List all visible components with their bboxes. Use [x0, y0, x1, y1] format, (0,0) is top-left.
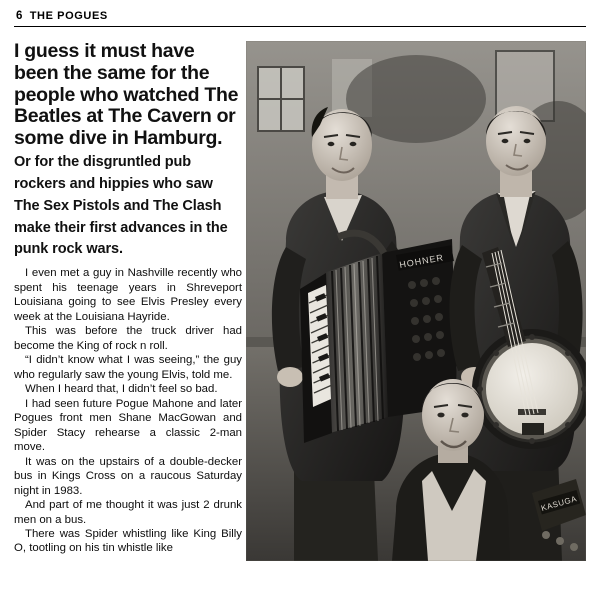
running-head — [14, 10, 586, 22]
text-column — [14, 41, 242, 556]
paragraph: “I didn’t know what I was seeing,” the guy who regularly saw the young Elvis, told me. — [14, 354, 242, 381]
article-drop-head — [14, 41, 242, 259]
drop-head-continuation: Or for the disgruntled pub rockers and hippies who saw The Sex Pistols and The Clash make their first advances in the punk rock wars. — [14, 154, 228, 258]
paragraph: I even met a guy in Nashville recently who spent his teenage years in Shreveport Louisiana going to see Elvis Presley every week at the Louisiana Hayride. — [14, 267, 242, 323]
page-number: 6 — [16, 10, 23, 22]
accordion-brand-text: HOHNER — [398, 252, 445, 270]
band-photo-image — [246, 41, 586, 561]
article-body — [14, 41, 586, 561]
drop-head-main: I guess it must have been the same for the people who watched The Beatles at The Cavern or some dive in Hamburg. — [14, 40, 239, 150]
paragraph: It was on the upstairs of a double-decker bus in Kings Cross on a raucous Saturday night in 1983. — [14, 455, 242, 497]
paragraph: When I heard that, I didn’t feel so bad. — [25, 383, 218, 396]
running-head-title: THE POGUES — [29, 10, 108, 22]
paragraph: I had seen future Pogue Mahone and later Pogues front men Shane MacGowan and Spider Stacy rehearse a classic 2-man move. — [14, 397, 242, 454]
band-photo — [246, 41, 586, 561]
paragraph: There was Spider whistling like King Billy O, tootling on his tin whistle like — [14, 528, 242, 555]
paragraph: This was before the truck driver had become the King of rock n roll. — [14, 325, 242, 352]
guitar-brand-text: KASUGA — [540, 494, 579, 513]
header-divider — [14, 26, 586, 27]
paragraph: And part of me thought it was just 2 drunk men on a bus. — [14, 499, 242, 526]
